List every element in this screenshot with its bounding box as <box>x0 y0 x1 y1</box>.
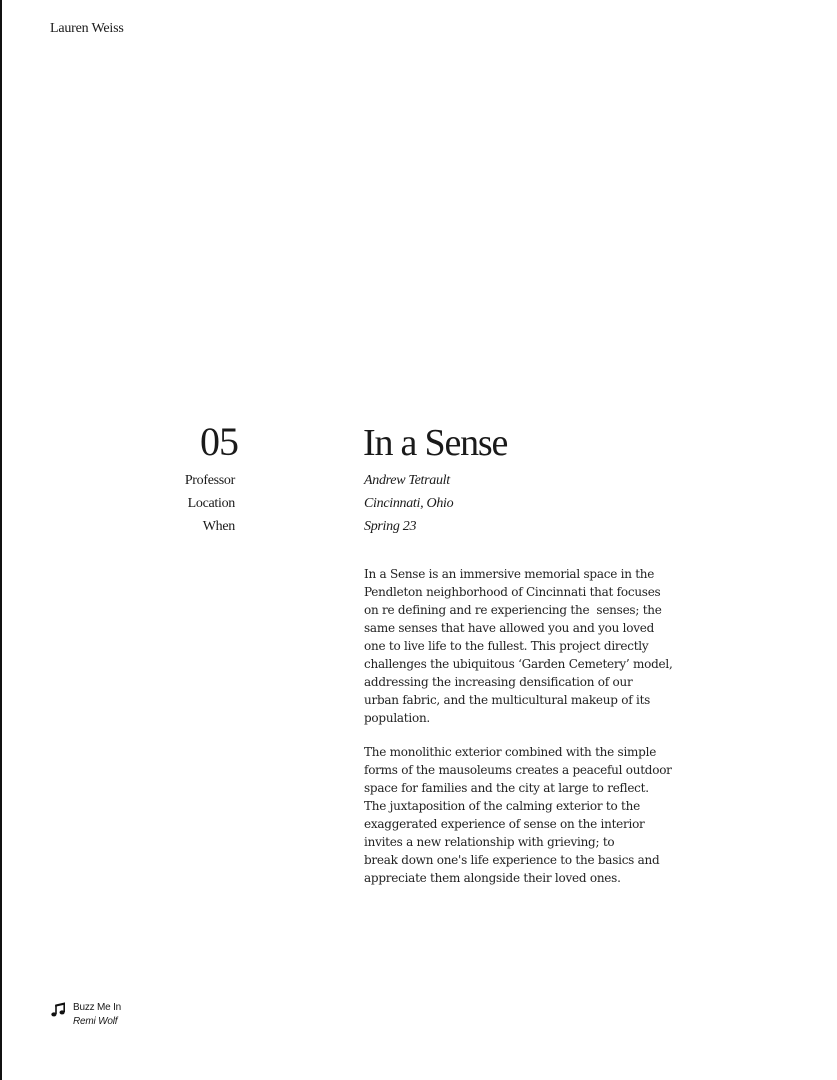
description-line: The monolithic exterior combined with the simple <box>364 745 657 759</box>
description-line: addressing the increasing densification of our <box>364 675 633 689</box>
description-paragraph-2 <box>364 743 704 887</box>
song-title: Buzz Me In <box>73 1002 122 1013</box>
description-line: appreciate them alongside their loved ones. <box>364 871 621 885</box>
project-title: In a Sense <box>363 422 508 464</box>
meta-labels <box>120 469 235 538</box>
project-description <box>364 565 704 903</box>
description-line: break down one's life experience to the basics and <box>364 853 660 867</box>
description-line: population. <box>364 711 430 725</box>
description-line: space for families and the city at large to reflect. <box>364 781 649 795</box>
meta-value-location: Cincinnati, Ohio <box>364 496 454 511</box>
description-line: invites a new relationship with grieving; to <box>364 835 615 849</box>
meta-value-professor: Andrew Tetrault <box>364 473 450 488</box>
meta-label-professor: Professor <box>184 473 235 488</box>
description-line: urban fabric, and the multicultural makeup of its <box>364 693 651 707</box>
music-note-icon <box>50 1001 67 1018</box>
description-line: on re defining and re experiencing the senses; the <box>364 603 662 617</box>
author-name: Lauren Weiss <box>50 21 124 36</box>
description-line: one to live life to the fullest. This project directly <box>364 639 649 653</box>
description-line: same senses that have allowed you and you loved <box>364 621 655 635</box>
description-line: In a Sense is an immersive memorial space in the <box>364 567 655 581</box>
description-line: exaggerated experience of sense on the interior <box>364 817 645 831</box>
meta-label-location: Location <box>187 496 235 511</box>
description-line: forms of the mausoleums creates a peaceful outdoor <box>364 763 672 777</box>
meta-label-when: When <box>202 519 235 534</box>
description-line: The juxtaposition of the calming exterior to the <box>364 799 640 813</box>
song-artist: Remi Wolf <box>73 1016 118 1027</box>
project-number: 05 <box>200 419 238 464</box>
meta-value-when: Spring 23 <box>364 519 417 534</box>
left-edge-rule <box>0 0 2 1080</box>
description-paragraph-1 <box>364 565 704 727</box>
description-line: challenges the ubiquitous ‘Garden Cemetery’ model, <box>364 657 673 671</box>
description-line: Pendleton neighborhood of Cincinnati that focuses <box>364 585 661 599</box>
meta-values <box>364 469 453 538</box>
